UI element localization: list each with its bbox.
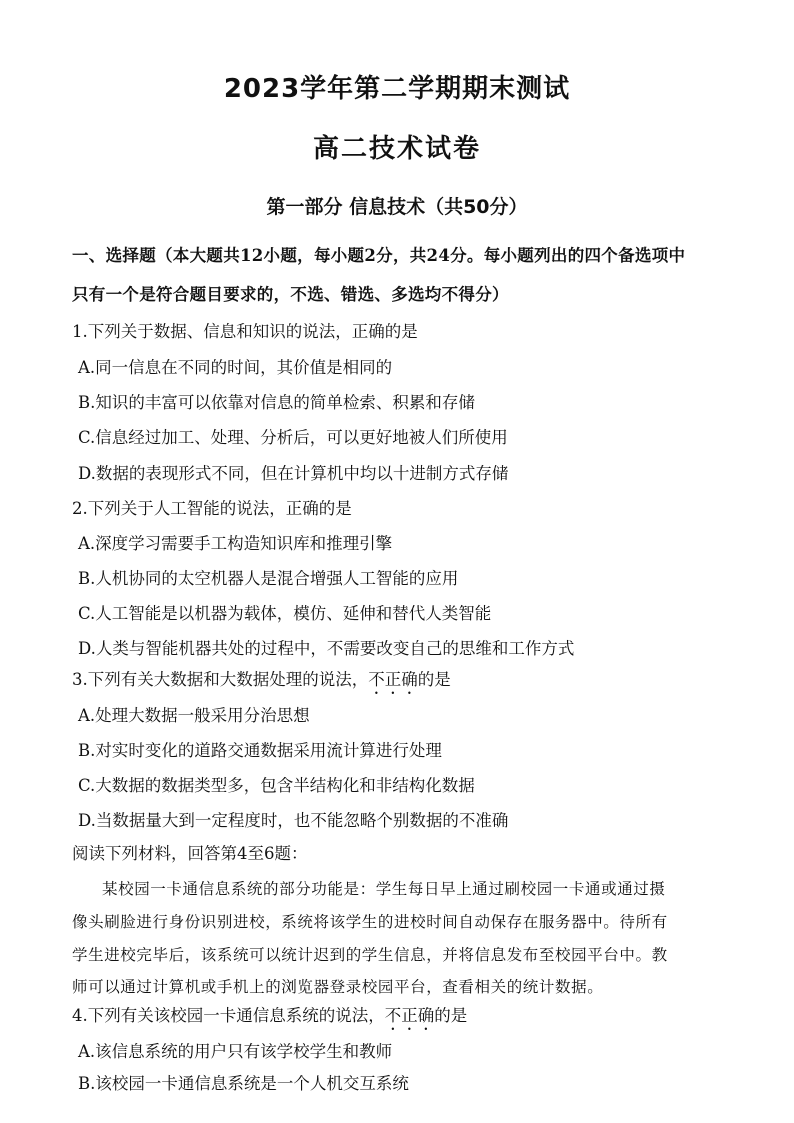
section-heading-line1 <box>72 244 762 268</box>
exam-subtitle: 高二技术试卷 <box>312 134 481 164</box>
passage-line: 某校园一卡通信息系统的部分功能是：学生每日早上通过刷校园一卡通或通过摄 <box>102 880 666 898</box>
emphasis-text: 不正确 <box>368 670 418 689</box>
option-c: C.大数据的数据类型多，包含半结构化和非结构化数据 <box>78 776 475 795</box>
option-c: C.人工智能是以机器为载体，模仿、延伸和替代人类智能 <box>78 604 492 623</box>
stem-text: 的是 <box>434 1006 468 1025</box>
option-d: D.数据的表现形式不同，但在计算机中均以十进制方式存储 <box>78 464 509 483</box>
reading-intro: 阅读下列材料，回答第4至6题： <box>72 844 308 863</box>
option-b: B.对实时变化的道路交通数据采用流计算进行处理 <box>78 741 442 760</box>
option-d: D.当数据量大到一定程度时，也不能忽略个别数据的不准确 <box>78 811 509 830</box>
stem-text: 3.下列有关大数据和大数据处理的说法， <box>72 670 369 689</box>
part-heading: 第一部分 信息技术（共50分） <box>266 196 528 218</box>
option-b: B.人机协同的太空机器人是混合增强人工智能的应用 <box>78 569 459 588</box>
passage-line: 师可以通过计算机或手机上的浏览器登录校园平台，查看相关的统计数据。 <box>72 978 604 996</box>
question-stem <box>72 668 762 698</box>
question-stem: 2.下列关于人工智能的说法，正确的是 <box>72 499 352 518</box>
option-a: A.处理大数据一般采用分治思想 <box>78 706 310 725</box>
stem-text: 4.下列有关该校园一卡通信息系统的说法， <box>72 1006 385 1025</box>
option-a: A.该信息系统的用户只有该学校学生和教师 <box>78 1042 393 1061</box>
question-stem <box>72 1004 762 1034</box>
exam-title: 2023学年第二学期期末测试 <box>223 74 571 104</box>
option-a: A.同一信息在不同的时间，其价值是相同的 <box>78 358 393 377</box>
option-c: C.信息经过加工、处理、分析后，可以更好地被人们所使用 <box>78 428 508 447</box>
emphasis-text: 不正确 <box>384 1006 435 1025</box>
passage-line: 像头刷脸进行身份识别进校，系统将该学生的进校时间自动保存在服务器中。待所有 <box>72 913 668 931</box>
option-d: D.人类与智能机器共处的过程中，不需要改变自己的思维和工作方式 <box>78 639 575 658</box>
section-heading: 一、选择题 <box>72 246 156 265</box>
option-b: B.该校园一卡通信息系统是一个人机交互系统 <box>78 1074 409 1093</box>
section-instructions-1: （本大题共12小题，每小题2分，共24分。每小题列出的四个备选项中 <box>156 246 686 265</box>
question-stem: 1.下列关于数据、信息和知识的说法，正确的是 <box>72 322 418 341</box>
stem-text: 的是 <box>417 670 451 689</box>
option-b: B.知识的丰富可以依靠对信息的简单检索、积累和存储 <box>78 393 475 412</box>
section-instructions-2: 只有一个是符合题目要求的，不选、错选、多选均不得分） <box>72 285 509 304</box>
option-a: A.深度学习需要手工构造知识库和推理引擎 <box>78 534 393 553</box>
passage-line: 学生进校完毕后，该系统可以统计迟到的学生信息，并将信息发布至校园平台中。教 <box>72 946 668 964</box>
